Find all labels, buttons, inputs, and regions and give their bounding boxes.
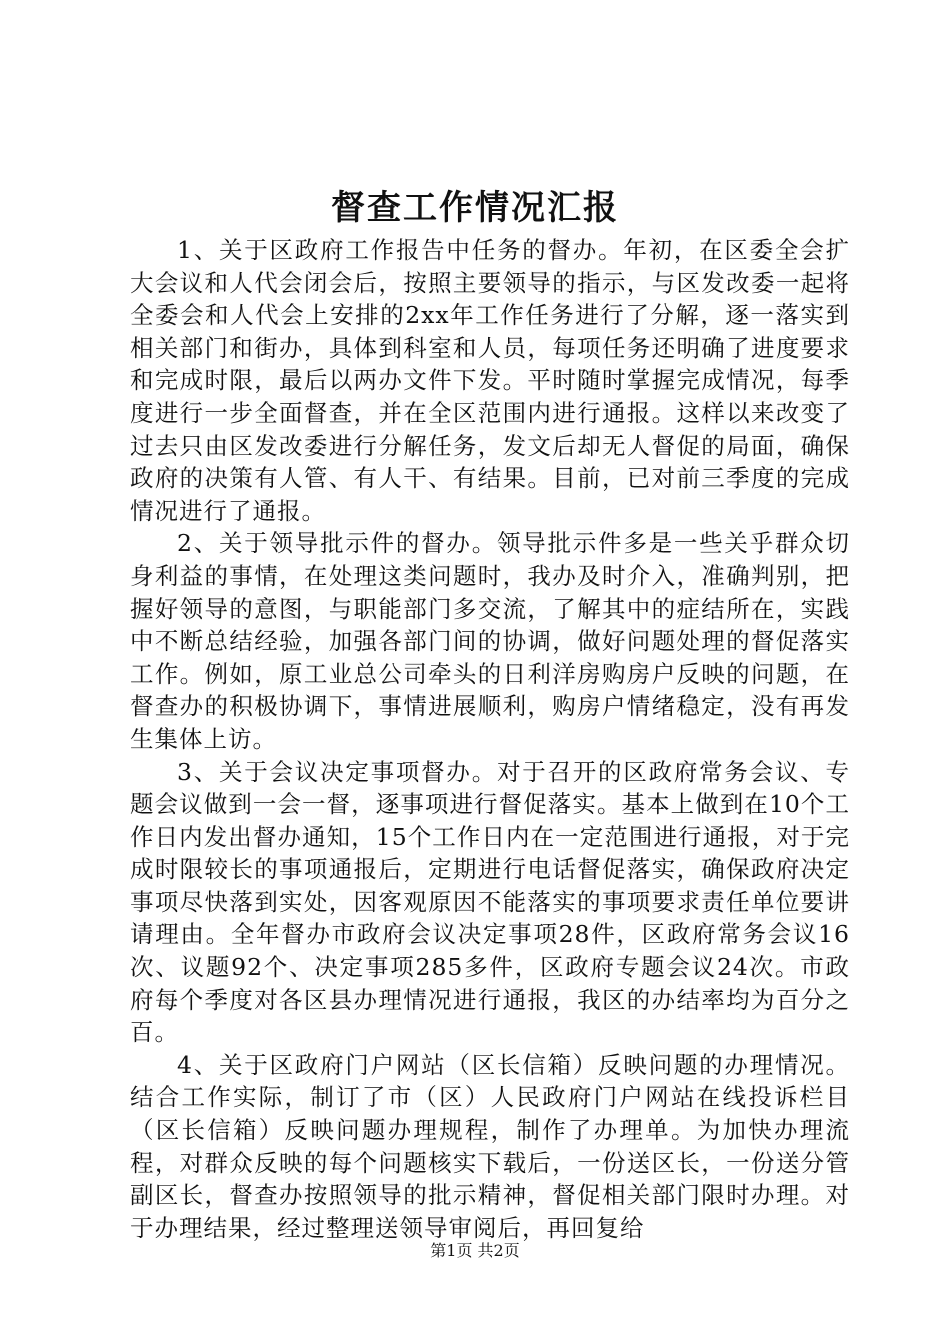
paragraph-4: 4、关于区政府门户网站（区长信箱）反映问题的办理情况。结合工作实际，制订了市（区）人民政府门户网站在线投诉栏目（区长信箱）反映问题办理规程，制作了办理单。为加快办理流程，对群众反映的每个问题核实下载后，一份送区长，一份送分管副区长，督查办按照领导的批示精神，督促相关部门限时办理。对于办理结果，经过整理送领导审阅后，再回复给 [130,1050,850,1242]
document-title: 督查工作情况汇报 [331,188,619,228]
paragraph-2: 2、关于领导批示件的督办。领导批示件多是一些关乎群众切身利益的事情，在处理这类问题时，我办及时介入，准确判别，把握好领导的意图，与职能部门多交流，了解其中的症结所在，实践中不断总结经验，加强各部门间的协调，做好问题处理的督促落实工作。例如，原工业总公司牵头的日利洋房购房户反映的问题，在督查办的积极协调下，事情进展顺利，购房户情绪稳定，没有再发生集体上访。 [130,529,850,753]
paragraph-1: 1、关于区政府工作报告中任务的督办。年初，在区委全会扩大会议和人代会闭会后，按照主要领导的指示，与区发改委一起将全委会和人代会上安排的2xx年工作任务进行了分解，逐一落实到相关部门和街办，具体到科室和人员，每项任务还明确了进度要求和完成时限，最后以两办文件下发。平时随时掌握完成情况，每季度进行一步全面督查，并在全区范围内进行通报。这样以来改变了过去只由区发改委进行分解任务，发文后却无人督促的局面，确保政府的决策有人管、有人干、有结果。目前，已对前三季度的完成情况进行了通报。 [130,236,850,525]
paragraph-3: 3、关于会议决定事项督办。对于召开的区政府常务会议、专题会议做到一会一督，逐事项进行督促落实。基本上做到在10个工作日内发出督办通知，15个工作日内在一定范围进行通报，对于完成时限较长的事项通报后，定期进行电话督促落实，确保政府决定事项尽快落到实处，因客观原因不能落实的事项要求责任单位要讲请理由。全年督办市政府会议决定事项28件，区政府常务会议16次、议题92个、决定事项285多件，区政府专题会议24次。市政府每个季度对各区县办理情况进行通报，我区的办结率均为百分之百。 [130,757,850,1047]
document-body [130,234,850,1244]
page-footer: 第1页 共2页 [430,1241,520,1260]
